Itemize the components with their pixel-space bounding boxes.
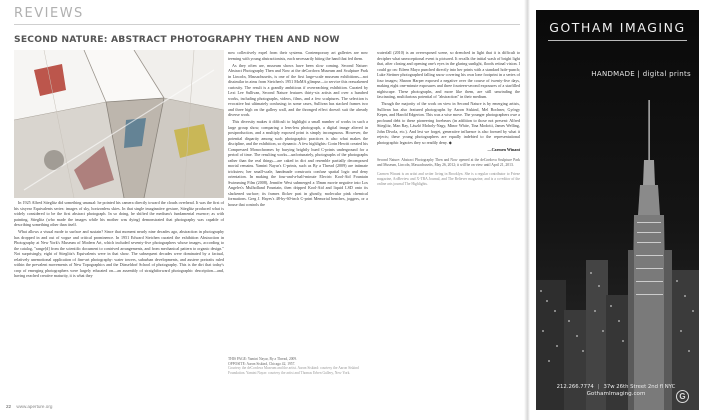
ad-contact-row <box>536 384 696 391</box>
paragraph: This diversity makes it difficult to highlight a small number of works in such a large group show, comparing a lens-less photograph, a digital image altered in postproduction, and a multiply exposed print is simply incongruous. However, the potential disparity among such photographic practices is also what makes the discipline, and the exhibition, so dynamic. A few highlights: Corin Hewitt created his Compressed Monochromes by burying brightly hued C-prints underground for a period of time. The resulting works—unfortunately, photographs of the photographs rather than the real things—are caked in dirt and resemble partially decomposed mortal remains. Yamini Nayar's C-prints, such as By a Thread (2009) are intimate tricksters; her small-scale, handmade constructs confuse spatial logic and deny orientation. In making the four-and-a-half-minute Electric Kool-Aid Fountain Swimming Film (2008), Jennifer West submerged a 35mm movie negative into Los Angeles's Mulholland Fountain, then dripped Kool-Aid and liquid LSD onto its slackened surface; its frames flicker past in ghostly, molecular pink chemical formations. Greg J. Hayes's 48-by-60-inch C-print Memorial benches, joggers, or a house that controls the <box>228 119 368 207</box>
footer-site: www.aperture.org <box>16 404 53 409</box>
ad-contact <box>536 384 696 398</box>
paragraph: now collectively expel from their systems. Contemporary art galleries are now teeming with young abstractionists, each necessarily biting the hand that fed them. <box>228 50 368 61</box>
section-label: REVIEWS <box>14 6 84 21</box>
paragraph: What allows a visual mode to surface and sustain? Since that moment nearly nine decades ago, abstraction in photography has dropped in and out of vogue and critical prominence. In 1951 Edward Steichen curated the exhibition Abstraction in Photography at New York's Museum of Modern Art, which included seventy-five photographers whose images, according to the catalog, "range[d] from the scientific document to contrived arrangements, and from mechanical pattern to organic design." Not surprisingly, eight of Stieglitz's Equivalents were in that show. The subsequent decades were dominated by a factual, relatively unemotional application of fine-art photography: water towers, suburban developments, and austere portraits ruled within the prevalent movements of New Topographics and the Düsseldorf School of photography. This is the dirt that today's crop of emerging photographers were largely educated on—an assembly of straightforward photographic description—and, having reached creative maturity, it is what they <box>14 229 224 278</box>
header-rule <box>14 24 520 25</box>
author-byline: —Carmen Winant <box>487 146 520 152</box>
paragraph: Though the majority of the work on view in Second Nature is by emerging artists, Sullivan has also featured photographs by Aaron Siskind, Mel Bochner, György Kepes, and Harold Edgerton. This was a wise move. The younger photographers owe a profound debt to these pioneering forebears (in addition to those not present: Alfred Stieglitz, Man Ray, László Moholy-Nagy, Minor White, Tina Modotti, James Welling, John Divola, etc.). And lest we forget, generative influence is also formed by what it rejects; these young photographers are equally indebted to the representational photographic legacies they so readily deny. ◆ <box>377 101 520 145</box>
article-photo <box>14 50 224 198</box>
photo-credit-line: OPPOSITE: Aaron Siskind, Chicago 42, 1957. <box>228 361 296 366</box>
article-title: SECOND NATURE: ABSTRACT PHOTOGRAPHY THEN AND NOW <box>14 34 340 45</box>
photo-credit-line: THIS PAGE: Yamini Nayar, By a Thread, 2009. <box>228 357 298 361</box>
abstract-interior-photo <box>14 50 224 198</box>
logo-circle-g-icon <box>676 390 689 403</box>
separator: | <box>597 384 600 390</box>
ad-website[interactable]: GothamImaging.com <box>586 391 646 397</box>
article-column-3 <box>377 50 520 187</box>
paragraph: As they often are, museum shows have been slow coming. Second Nature: Abstract Photography Then and Now at the deCordova Museum and Sculpture Park in Lincoln, Massachusetts, is one of the first large-scale museum exhibitions—not dissimilar in aims from Steichen's 1951 MoMA glimpse—to service this reawakened curiosity. The result is a grandly ambitious if overreaching exhibition. Curated by Lexi Lee Sullivan, Second Nature features thirty-six artists and over a hundred works, including photographs, videos, films, and a few sculptures. The selection is evocative but ultimately confusing; in some cases, Sullivan has stacked frames two and three high on the gallery wall, and the thronged effect doesn't suit the already diverse work. <box>228 62 368 117</box>
exhibition-info: Second Nature: Abstract Photography Then and Now opened at the deCordova Sculpture Park and Museum, Lincoln, Massachusetts, May 26, 2012; it will be on view until April 21, 2013. <box>377 158 520 167</box>
ad-tagline: HANDMADE | digital prints <box>591 70 691 78</box>
ad-divider <box>548 40 687 41</box>
page-footer <box>6 404 52 409</box>
article-column-2 <box>228 50 368 209</box>
author-bio: Carmen Winant is an artist and writer living in Brooklyn. She is a regular contributor to Frieze magazine, ArtReview and X-TRA Journal, and The Believer magazine, and is a co-editor of the online arts journal The Highlights. <box>377 172 520 186</box>
logo-letter: G <box>679 391 686 401</box>
page-number: 22 <box>6 404 12 409</box>
photo-credit <box>228 357 368 375</box>
ad-brand-name: GOTHAM IMAGING <box>549 20 686 35</box>
paragraph: waterfall (2010) is an overexposed scene, so drenched in light that it is difficult to decipher what unexceptional event is pictured. It recalls the initial wash of bright light that, after closing and opening one's eyes in the glaring sunlight, floods retinal vision. I could go on: Eileen Mayo punched directly into her prints with a standard hole-punch; Luke Stettner photographed falling snow covering his own lone footprint in a series of four images; Sharon Harper exposed a negative over the course of twenty-five days, making eight one-minute exposures and three fourteen-second exposures of a starfilled nightscape. These photographs, and more like them, are still unwinding the fascinating, multifarious potential of "abstraction" in their medium. <box>377 50 520 99</box>
ad-phone: 212.266.7774 <box>556 384 594 390</box>
article-column-1 <box>14 200 224 280</box>
gotham-imaging-ad <box>536 10 699 410</box>
ad-address: 37w 26th Street 2nd fl NYC <box>603 384 676 390</box>
paragraph: In 1925 Alfred Stieglitz did something unusual: he pointed his camera directly toward the clouds overhead. It was the first of his sixyear Equivalents series: images of sky, horizonless skies. In that single imaginative gesture, Stieglitz produced what is widely considered to be the first abstract photograph. In so doing, he shifted the medium's fundamental essence; as with painting, Stieglitz (who made the images while his mother was dying) demonstrated that photography was capable of describing something other than itself. <box>14 200 224 227</box>
photo-credit-fine: Courtesy the deCordova Museum and the artist. Aaron Siskind: courtesy the Aaron Siskind Foundation. Yamini Nayar: courtesy the artist and Thomas Erben Gallery, New York. <box>228 366 359 375</box>
